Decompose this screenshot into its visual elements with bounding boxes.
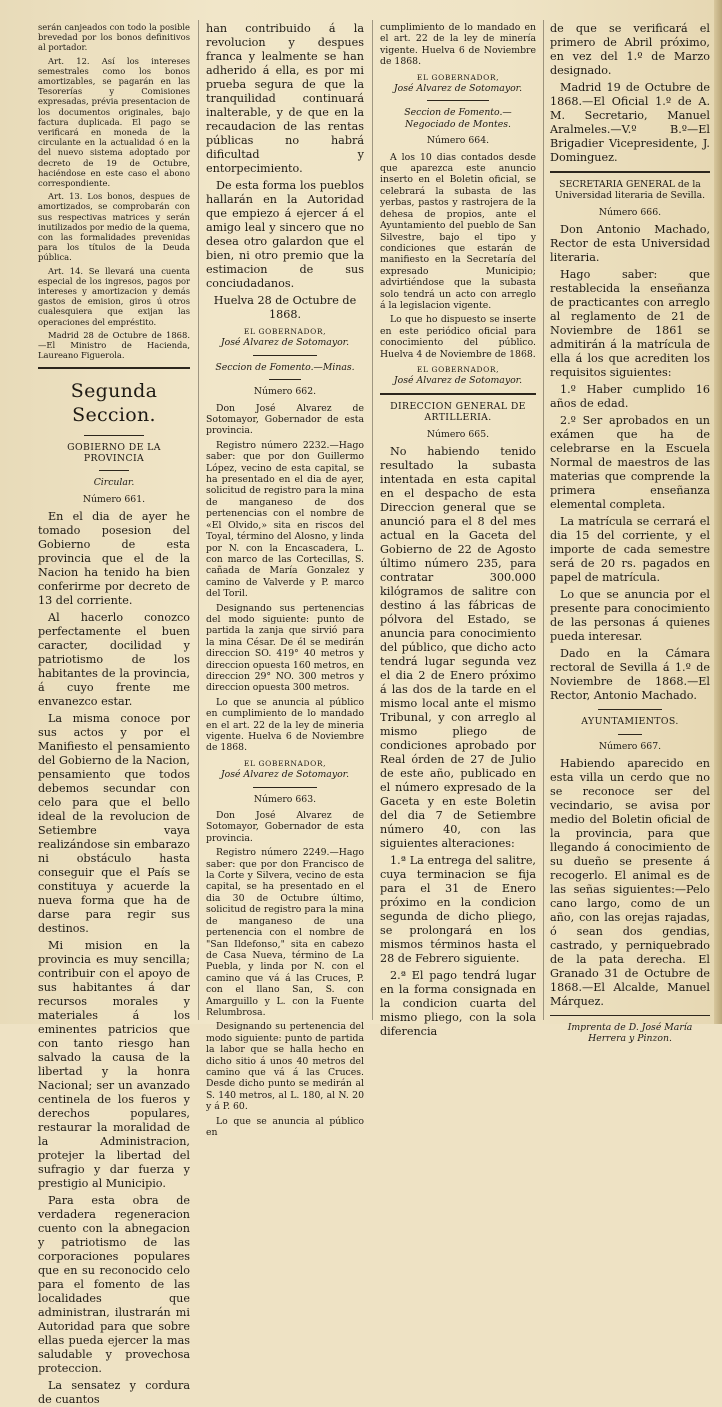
column-divider	[198, 20, 199, 1020]
paragraph: de que se verificará el primero de Abril próximo, en vez del 1.º de Marzo designado.	[550, 22, 710, 77]
paragraph: Registro número 2249.—Hago saber: que por don Francisco de la Corte y Silvera, vecino de esta capital, se ha presentado en el dia 30 de Octubre último, solicitud de registro para la mina de manganeso de una pertenencia con el nombre de "San Ildefonso," sita en cabezo de Casa Nueva, término de La Puebla, y linda por N. con el camino que vá á las Cruces, P. con el llano San, S. con Amarguillo y L. con la Fuente Relumbrosa.	[206, 847, 364, 1018]
circular-body	[38, 510, 190, 1407]
paragraph: Dado en la Cámara rectoral de Sevilla á 1.º de Noviembre de 1868.—El Rector, Antonio Machado.	[550, 647, 710, 703]
paragraph: Mi mision en la provincia es muy sencilla; contribuir con el apoyo de sus habitantes á dar recursos morales y materiales á los eminentes patricios que con tanto riesgo han salvado la causa de la libertad y la honra Nacional; ser un avanzado centinela de los fueros y derechos populares, restaurar la moralidad de la Administracion, protejer la libertad del sufragio y dar fuerza y prestigio al Municipio.	[38, 939, 190, 1191]
page-edge	[714, 0, 722, 1024]
divider	[380, 393, 536, 395]
divider	[550, 1015, 710, 1016]
paragraph: Art. 13. Los bonos, despues de amortizados, se comprobarán con sus respectivas matrices y serán inutilizados por medio de la quema, con las formalidades prevenidas para los títulos de la Deuda pública.	[38, 191, 190, 263]
numero-664: Número 664.	[426, 135, 490, 147]
divider	[550, 171, 710, 173]
paragraph: No habiendo tenido resultado la subasta intentada en esta capital en el despacho de esta Direccion general que se anunció para el 8 del mes actual en la Gaceta del Gobierno de 22 de Agosto último número 235, para contratar 300.000 kilógramos de salitre con destino á las fábricas de pólvora del Estado, se anuncia para conocimiento del público, que dicho acto tendrá lugar segunda vez el dia 2 de Enero próximo á las dos de la tarde en el mismo local ante el mismo Tribunal, y con arreglo al mismo pliego de condiciones aprobado por Real órden de 27 de Julio de este año, publicado en el número expresado de la Gaceta y en este Boletin del dia 7 de Setiembre número 40, con las siguientes alteraciones:	[380, 445, 536, 850]
divider	[253, 355, 316, 356]
paragraph: Hago saber: que restablecida la enseñanza de practicantes con arreglo al reglamento de 21 de Noviembre de 1861 se admitirán á la matrícula de ella á los que acrediten los requisitos siguientes:	[550, 268, 710, 380]
divider	[253, 787, 316, 788]
paragraph: Designando sus pertenencias del modo siguiente: punto de partida la zanja que sirvió para la mina César. De él se medirán direccion SO. 419° 40 metros y direccion opuesta 160 metros, en direccion 29° NO. 300 metros y direccion opuesta 300 metros.	[206, 602, 364, 694]
signature-label: EL GOBERNADOR,	[416, 364, 500, 374]
notice-665	[380, 445, 536, 1039]
paragraph: 1.º Haber cumplido 16 años de edad.	[550, 383, 710, 411]
numero-661: Número 661.	[82, 493, 146, 505]
paragraph: Madrid 19 de Octubre de 1868.—El Oficial 1.º de A. M. Secretario, Manuel Aralmeles.—V.º B.º—El Brigadier Vicepresidente, J. Dominguez.	[550, 81, 710, 164]
paragraph: Para esta obra de verdadera regeneracion cuento con la abnegacion y patriotismo de las corporaciones populares que en su reconocido celo para el fomento de las localidades que administran, ilustrarán mi Autoridad para que sobre ellas pueda ejercer la mas saludable y provechosa proteccion.	[38, 1194, 190, 1376]
paragraph: han contribuido á la revolucion y despues franca y lealmente se han adherido á ella, es por mi prueba segura de que la tranquilidad continuará inalterable, y de que en la recaudacion de las rentas públicas no habrá dificultad y entorpecimiento.	[206, 22, 364, 175]
signature-label: EL GOBERNADOR,	[243, 327, 327, 336]
paragraph: Don José Alvarez de Sotomayor, Gobernador de esta provincia.	[206, 402, 364, 437]
circular-continuation	[206, 22, 364, 322]
paragraph: 2.ª El pago tendrá lugar en la forma consignada en la condicion cuarta del mismo pliego, con la sola diferencia	[380, 969, 536, 1038]
artilleria-continuation	[550, 22, 710, 165]
decree-articles	[38, 22, 190, 361]
numero-667: Número 667.	[598, 740, 662, 752]
notice-664	[380, 152, 536, 360]
divider	[99, 470, 129, 471]
paragraph: Lo que se anuncia al público en	[206, 1115, 364, 1138]
notice-663	[206, 810, 364, 1138]
paragraph: Lo que se anuncia al público en cumplimiento de lo mandado en el art. 22 de la ley de mineria vigente. Huelva 6 de Noviembre de 1868.	[206, 696, 364, 754]
paragraph: Al hacerlo conozco perfectamente el buen caracter, docilidad y patriotismo de los habitantes de la provincia, á cuyo frente me envanezco estar.	[38, 611, 190, 709]
notice-667	[550, 757, 710, 1009]
numero-663: Número 663.	[253, 793, 317, 805]
paragraph: Registro número 2232.—Hago saber: que por don Guillermo López, vecino de esta capital, se ha presentado en el dia de ayer, solicitud de registro para la mina de manganeso de dos pertenencias con el nombre de «El Olvido,» sita en riscos del Toyal, término del Alosno, y linda por N. con la Encascadera, L. con marco de las Cortecillas, S. cañada de María Gonzalez y camino de Valverde y P. marco del Toril.	[206, 439, 364, 600]
divider	[427, 100, 489, 101]
gobierno-heading: GOBIERNO DE LA PROVINCIA	[67, 441, 161, 464]
divider	[598, 709, 662, 710]
numero-665: Número 665.	[426, 428, 490, 440]
paragraph: Designando su pertenencia del modo siguiente: punto de partida la labor que se halla hecho en dicho sitio á unos 40 metros del camino que vá á las Cruces. Desde dicho punto se medirán al S. 140 metros, al L. 180, al N. 20 y á P. 60.	[206, 1021, 364, 1113]
paragraph: La matrícula se cerrará el dia 15 del corriente, y el importe de cada semestre será de 20 rs. pagados en papel de matrícula.	[550, 515, 710, 585]
circular-label: Circular.	[93, 477, 135, 489]
direccion-artilleria-heading: DIRECCION GENERAL DE ARTILLERIA.	[390, 400, 526, 424]
divider	[618, 734, 642, 735]
paragraph: serán canjeados con todo la posible brevedad por los bonos definitivos al portador.	[38, 22, 190, 53]
notice-666	[550, 223, 710, 703]
ayuntamientos-heading: AYUNTAMIENTOS.	[581, 716, 679, 728]
divider	[38, 367, 190, 369]
column-divider	[543, 20, 544, 1020]
divider	[269, 379, 301, 380]
seccion-fomento-montes: Seccion de Fomento.—Negociado de Montes.	[404, 107, 512, 130]
column-divider	[372, 20, 373, 1020]
numero-662: Número 662.	[253, 386, 317, 398]
paragraph: Don José Alvarez de Sotomayor, Gobernador de esta provincia.	[206, 810, 364, 844]
signature-name: José Alvarez de Sotomayor.	[220, 769, 350, 781]
seccion-fomento-minas: Seccion de Fomento.—Minas.	[215, 361, 355, 373]
column-3	[380, 22, 536, 1038]
imprenta-credit: Imprenta de D. José María Herrera y Pinzon.	[567, 1022, 693, 1045]
paragraph: Habiendo aparecido en esta villa un cerdo que no se reconoce ser del vecindario, se avisa por medio del Boletin oficial de la provincia, para que llegando á conocimiento de su dueño se presente á recogerlo. El animal es de las señas siguientes:—Pelo cano largo, como de un año, con las orejas rajadas, ó sean dos gendias, castrado, y perniquebrado de la pata derecha. El Granado 31 de Octubre de 1868.—El Alcalde, Manuel Márquez.	[550, 757, 710, 1009]
paragraph: cumplimiento de lo mandado en el art. 22 de la ley de minería vigente. Huelva 6 de Noviembre de 1868.	[380, 22, 536, 68]
paragraph: En el dia de ayer he tomado posesion del Gobierno de esta provincia que el de la Nacion ha tenido ha bien conferirme por decreto de 13 del corriente.	[38, 510, 190, 608]
column-1	[38, 22, 190, 1407]
dateline: Huelva 28 de Octubre de 1868.	[213, 294, 357, 321]
section-title: Segunda Seccion.	[70, 379, 158, 426]
signature-name: José Alvarez de Sotomayor.	[393, 83, 523, 95]
signature-label: EL GOBERNADOR,	[243, 758, 327, 768]
column-2	[206, 22, 364, 1138]
numero-666: Número 666.	[598, 206, 662, 218]
paragraph: Art. 14. Se llevará una cuenta especial de los ingresos, pagos por intereses y amortizacion y demás gastos de emision, giros ú otros cualesquiera que exijan las operaciones del empréstito.	[38, 265, 190, 327]
paragraph: Don Antonio Machado, Rector de esta Universidad literaria.	[550, 223, 710, 265]
paragraph: Lo que ho dispuesto se inserte en este periódico oficial para conocimiento del público. Huelva 4 de Noviembre de 1868.	[380, 314, 536, 360]
paragraph: La sensatez y cordura de cuantos	[38, 1379, 190, 1407]
secretaria-heading: SECRETARIA GENERAL de la Universidad literaria de Sevilla.	[554, 179, 706, 202]
paragraph: A los 10 dias contados desde que aparezca este anuncio inserto en el Boletin oficial, se celebrará la subasta de las yerbas, pastos y rastrojera de la dehesa de propios, ante el Ayuntamiento del pueblo de San Silvestre, bajo el tipo y condiciones que estarán de manifiesto en la Secretaría del expresado Municipio; advirtiéndose que la subasta solo tendrá un acto con arreglo á la legislacion vigente.	[380, 151, 536, 311]
divider	[84, 435, 145, 436]
paragraph: Art. 12. Así los intereses semestrales como los bonos amortizables, se pagarán en las Tesorerías y Comisiones expresadas, prévia presentacion de los documentos originales, bajo factura duplicada. El pago se verificará en moneda de la circulante en la actualidad ó en la del nuevo sistema adoptado por decreto de 19 de Octubre, haciéndose en este caso el abono correspondiente.	[38, 55, 190, 189]
paragraph: 1.ª La entrega del salitre, cuya terminacion se fija para el 31 de Enero próximo en la condicion segunda de dicho pliego, se prolongará en los mismos términos hasta el 28 de Febrero siguiente.	[380, 854, 536, 965]
paragraph: 2.º Ser aprobados en un exámen que ha de celebrarse en la Escuela Normal de maestros de las materias que comprende la primera enseñanza elemental completa.	[550, 414, 710, 512]
paragraph: La misma conoce por sus actos y por el Manifiesto el pensamiento del Gobierno de la Nacion, pensamiento que todos debemos secundar con celo para que el bello ideal de la revolucion de Setiembre vaya realizándose sin embarazo ni obstáculo hasta conseguir que el País se constituya y acuerde la nueva forma que ha de darse para regir sus destinos.	[38, 712, 190, 936]
signature-label: EL GOBERNADOR,	[416, 72, 500, 82]
notice-662	[206, 403, 364, 754]
paragraph: Madrid 28 de Octubre de 1868.—El Ministro de Hacienda, Laureano Figuerola.	[38, 329, 190, 361]
paragraph: De esta forma los pueblos hallarán en la Autoridad que empiezo á ejercer á el amigo leal y sincero que no desea otro galardon que el bien, ni otro premio que la estimacion de sus conciudadanos.	[206, 179, 364, 290]
signature-name: José Alvarez de Sotomayor.	[220, 337, 350, 349]
paragraph: Lo que se anuncia por el presente para conocimiento de las personas á quienes pueda interesar.	[550, 588, 710, 644]
signature-name: José Alvarez de Sotomayor.	[393, 375, 523, 387]
column-4	[550, 22, 710, 1045]
